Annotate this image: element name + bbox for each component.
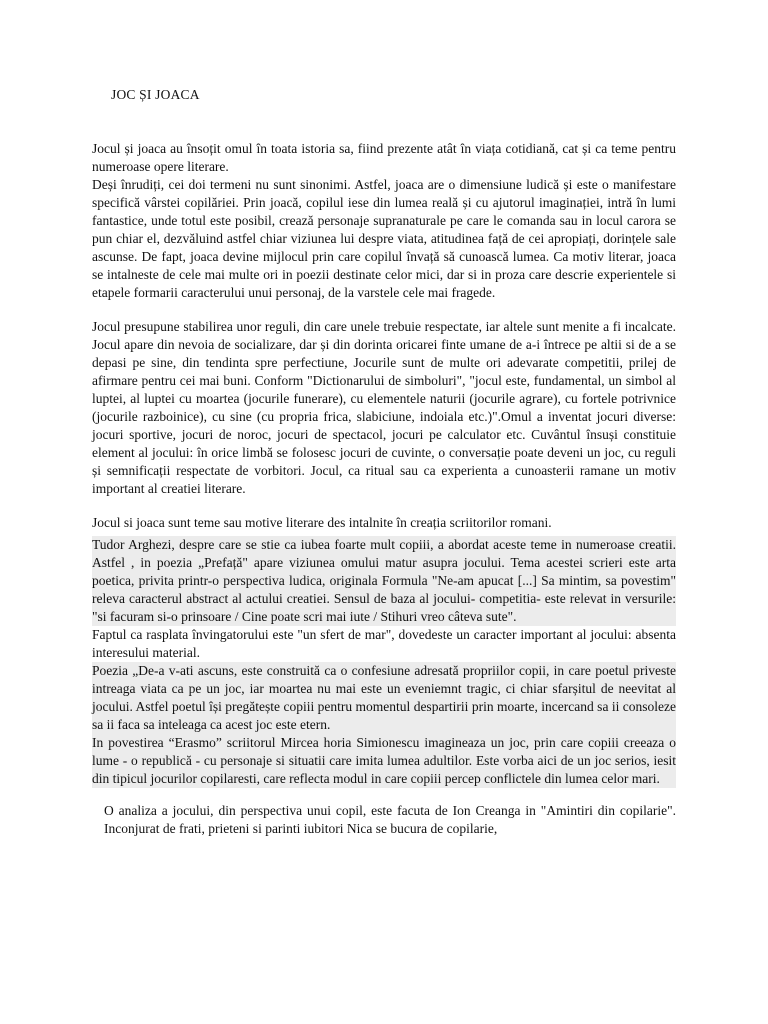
paragraph-intro: Jocul și joaca au însoțit omul în toata istoria sa, fiind prezente atât în viața cotidiană, cat și ca teme pentru numeroase opere literare. bbox=[92, 141, 676, 174]
paragraph-joaca: Deși înrudiți, cei doi termeni nu sunt sinonimi. Astfel, joaca are o dimensiune ludică și este o manifestare specifică vârstei copilăriei. Prin joacă, copilul iese din lumea reală și cu ajutorul imaginației, intră în lumi fantastice, unde totul este posibil, crează personaje supranaturale pe care le comanda sau in locul carora se pun chiar el, dezvăluind astfel chiar viziunea lui despre viata, atitudinea față de cei apropiați, dorințele sale ascunse. De fapt, joaca devine mijlocul prin care copilul învață să cunoască lumea. Ca motiv literar, joaca se intalneste de cele mai multe ori in poezii destinate celor mici, dar si in proza care descrie experientele si etapele formarii caracterului unui personaj, de la varstele cele mai fragede. bbox=[92, 177, 676, 300]
paragraph-arghezi: Tudor Arghezi, despre care se stie ca iubea foarte mult copiii, a abordat aceste teme in numeroase creatii. Astfel , in poezia „Prefață" apare viziunea omului matur asupra jocului. Tema acestei scrieri este arta poetica, privita printr-o perspectiva ludica, originala Formula "Ne-am apucat [...] Sa mintim, sa povestim" releva caracterul abstract al actului creatiei. Sensul de baza al jocului- competitia- este relevat in versurile: "si facuram si-o prinsoare / Cine poate scri mai iute / Stihuri vreo câteva sute". bbox=[92, 537, 676, 624]
paragraph-jocul: Jocul presupune stabilirea unor reguli, din care unele trebuie respectate, iar altele sunt menite a fi incalcate. Jocul apare din nevoia de socializare, dar și din dorinta oricarei finte umane de a-i întrece pe altii si de a se depasi pe sine, din tendinta spre perfectiune, Jocurile sunt de multe ori adevarate competitii, prilej de afirmare pentru cei mai buni. Conform "Dictionarului de simboluri", "jocul este, fundamental, un simbol al luptei, al luptei cu moartea (jocurile funerare), cu elementele naturii (jocurile agrare), cu fortele potrivnice (jocurile razboinice), cu sine (cu propria frica, slabiciune, indoiala etc.)".Omul a inventat jocuri diverse: jocuri sportive, jocuri de noroc, jocuri de spectacol, jocuri pe calculator etc. Cuvântul însuși constituie element al jocului: în orice limbă se folosesc jocuri de cuvinte, o conversație poate deveni un joc, cu reguli și semnificații respectate de vorbitori. Jocul, ca ritual sau ca experienta a cunoasterii ramane un motiv important al creatiei literare. bbox=[92, 319, 676, 496]
document-body bbox=[92, 140, 676, 838]
paragraph-de-a-v-ati-ascuns: Poezia „De-a v-ati ascuns, este construită ca o confesiune adresată propriilor copii, in care poetul priveste intreaga viata ca pe un joc, iar moartea nu mai este un eveniemnt tragic, ci chiar sfarșitul de neevitat al jocului. Astfel poetul își pregătește copiii pentru momentul despartirii prin moarte, incercand sa ii consoleze sa ii faca sa inteleaga ca acest joc este etern. bbox=[92, 663, 676, 732]
paragraph-teme: Jocul si joaca sunt teme sau motive literare des intalnite în creația scriitorilor romani. bbox=[92, 515, 552, 530]
document-title: JOC ȘI JOACA bbox=[111, 87, 200, 102]
paragraph-rasplata: Faptul ca rasplata învingatorului este "un sfert de mar", dovedeste un caracter important al jocului: absenta interesului material. bbox=[92, 627, 676, 660]
paragraph-creanga: O analiza a jocului, din perspectiva unui copil, este facuta de Ion Creanga in "Amintiri din copilarie". Inconjurat de frati, prieteni si parinti iubitori Nica se bucura de copilarie, bbox=[104, 803, 676, 836]
paragraph-erasmo: In povestirea “Erasmo” scriitorul Mircea horia Simionescu imagineaza un joc, prin care copiii creeaza o lume - o republică - cu personaje si situatii care imita lumea adultilor. Este vorba aici de un joc serios, iesit din tipicul jocurilor copilaresti, care reflecta modul in care copiii percep conflictele din lumea celor mari. bbox=[92, 735, 676, 786]
